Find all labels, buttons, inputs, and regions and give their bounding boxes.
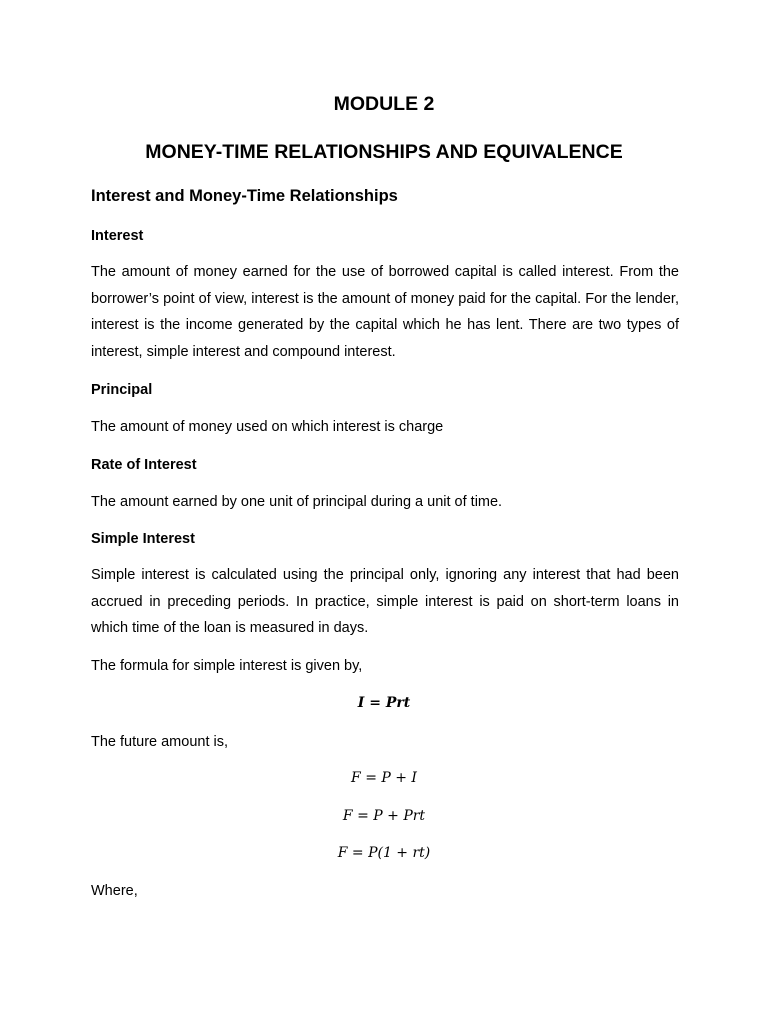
simple-interest-heading: Simple Interest	[91, 531, 195, 547]
principal-heading: Principal	[91, 382, 153, 398]
interest-heading: Interest	[91, 228, 144, 244]
rate-of-interest-paragraph: The amount earned by one unit of principal during a unit of time.	[91, 494, 503, 510]
simple-interest-formula: I = Prt	[357, 695, 411, 711]
future-formula-3: F = P(1 + rt)	[337, 845, 431, 861]
rate-of-interest-heading: Rate of Interest	[91, 457, 197, 473]
future-amount-intro: The future amount is,	[91, 734, 229, 750]
section-heading: Interest and Money-Time Relationships	[91, 187, 398, 205]
future-formula-1: F = P + I	[351, 770, 417, 786]
future-formula-2: F = P + Prt	[342, 808, 426, 824]
main-title: MONEY-TIME RELATIONSHIPS AND EQUIVALENCE	[145, 141, 623, 163]
interest-paragraph: The amount of money earned for the use of borrowed capital is called interest. From the borrower’s point of view, interest is the amount of money paid for the capital. For the lender, interest is the income generated by the capital which he has lent. There are two types of interest, simple interest and compound interest.	[91, 264, 679, 360]
where-label: Where,	[91, 883, 138, 899]
principal-paragraph: The amount of money used on which interest is charge	[91, 419, 444, 435]
simple-interest-paragraph: Simple interest is calculated using the principal only, ignoring any interest that had been accrued in preceding periods. In practice, simple interest is paid on short-term loans in which time of the loan is measured in days.	[91, 567, 679, 636]
module-title: MODULE 2	[333, 93, 435, 115]
formula-intro: The formula for simple interest is given by,	[91, 658, 363, 674]
